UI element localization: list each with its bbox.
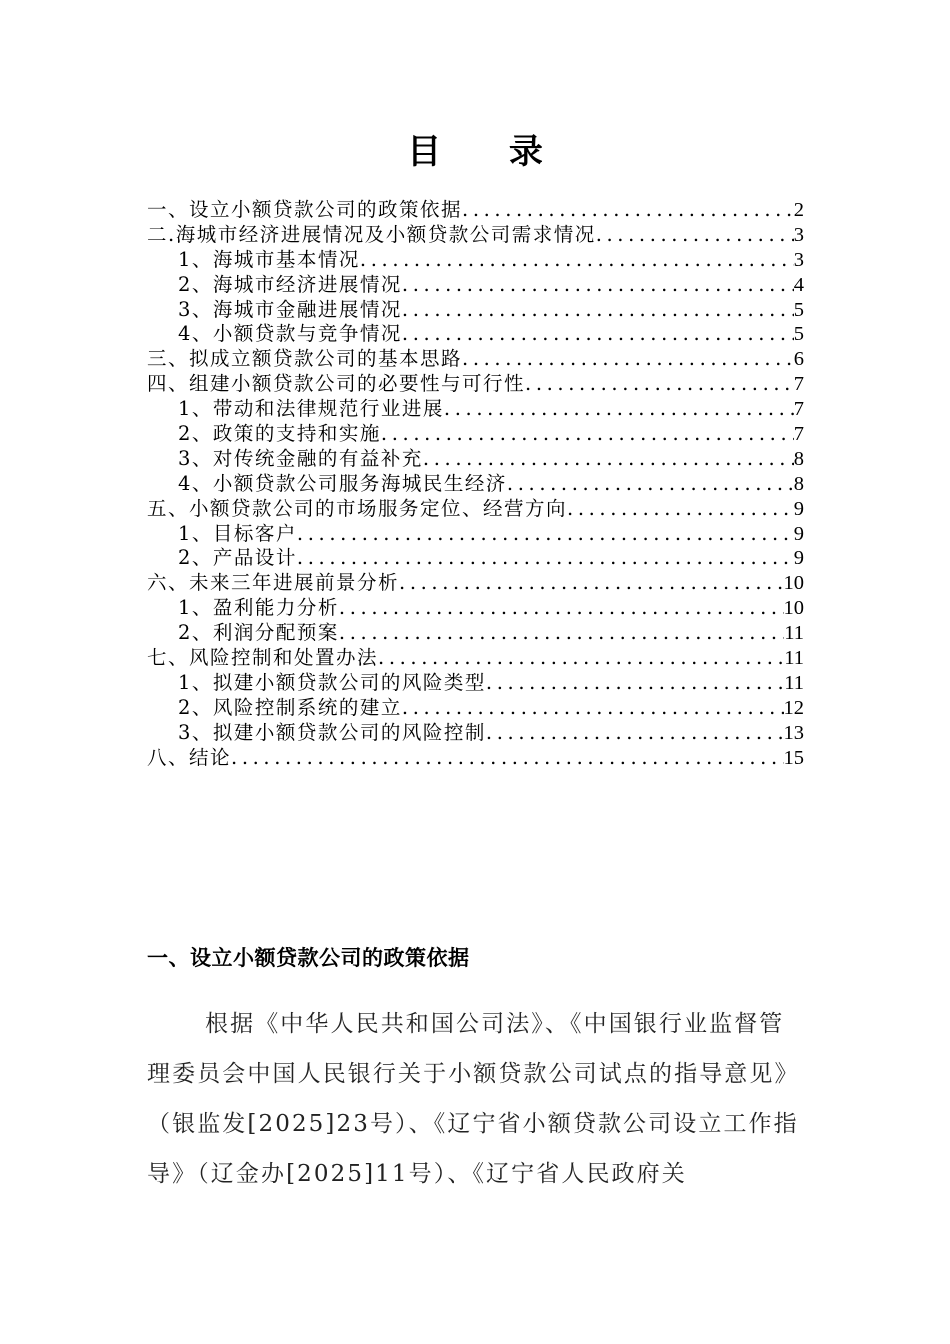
toc-entry[interactable] [147, 223, 804, 248]
toc-entry-text: 六、未来三年进展前景分析 [147, 571, 400, 595]
toc-page-number: 7 [793, 373, 804, 396]
toc-dot-leader [462, 347, 794, 372]
toc-entry-text: 1、带动和法律规范行业进展 [178, 397, 444, 421]
toc-dot-leader [297, 546, 794, 571]
toc-dot-leader [381, 422, 794, 447]
toc-page-number: 4 [793, 273, 804, 296]
toc-dot-leader [525, 372, 794, 397]
toc-dot-leader [297, 522, 794, 547]
toc-dot-leader [402, 696, 784, 721]
toc-entry-text: 3、海城市金融进展情况 [178, 297, 402, 321]
toc-page-number: 12 [783, 696, 804, 719]
toc-dot-leader [339, 621, 784, 646]
toc-entry-text: 二.海城市经济进展情况及小额贷款公司需求情况 [147, 222, 596, 246]
toc-entry-text: 1、盈利能力分析 [178, 596, 339, 620]
toc-entry-text: 四、组建小额贷款公司的必要性与可行性 [147, 372, 526, 396]
toc-entry[interactable] [147, 397, 804, 422]
section-heading: 一、设立小额贷款公司的政策依据 [147, 946, 470, 970]
toc-dot-leader [423, 447, 794, 472]
toc-entry[interactable] [147, 248, 804, 273]
toc-entry-text: 3、拟建小额贷款公司的风险控制 [178, 720, 486, 744]
toc-entry-text: 3、对传统金融的有益补充 [178, 446, 423, 470]
toc-page-number: 8 [793, 447, 804, 470]
toc-entry[interactable] [147, 746, 804, 771]
toc-entry-text: 七、风险控制和处置办法 [147, 646, 379, 670]
toc-entry[interactable] [147, 546, 804, 571]
toc-entry-text: 2、海城市经济进展情况 [178, 272, 402, 296]
toc-entry-text: 2、利润分配预案 [178, 621, 339, 645]
toc-dot-leader [402, 298, 794, 323]
toc-page-number: 15 [783, 746, 804, 769]
table-of-contents [147, 198, 804, 770]
toc-entry-text: 五、小额贷款公司的市场服务定位、经营方向 [147, 496, 568, 520]
toc-page-number: 2 [793, 198, 804, 221]
toc-entry-text: 4、小额贷款与竞争情况 [178, 322, 402, 346]
toc-entry-text: 2、产品设计 [178, 546, 297, 570]
toc-entry-text: 1、拟建小额贷款公司的风险类型 [178, 670, 486, 694]
toc-page-number: 5 [793, 323, 804, 346]
toc-page-number: 3 [793, 248, 804, 271]
toc-entry[interactable] [147, 273, 804, 298]
toc-entry-text: 2、政策的支持和实施 [178, 422, 381, 445]
toc-entry[interactable] [147, 372, 804, 397]
toc-page-number: 6 [793, 348, 804, 371]
toc-dot-leader [596, 223, 794, 248]
toc-entry-text: 一、设立小额贷款公司的政策依据 [147, 197, 463, 221]
toc-dot-leader [567, 497, 794, 522]
toc-dot-leader [507, 472, 794, 497]
toc-dot-leader [231, 746, 783, 771]
toc-dot-leader [378, 646, 784, 671]
toc-dot-leader [339, 596, 784, 621]
toc-page-number: 11 [784, 647, 804, 670]
toc-dot-leader [486, 721, 784, 746]
toc-entry[interactable] [147, 347, 804, 372]
toc-entry[interactable] [147, 646, 804, 671]
toc-entry[interactable] [147, 447, 804, 472]
toc-page-number: 7 [793, 423, 804, 445]
toc-page-number: 10 [783, 597, 804, 620]
toc-entry-text: 2、风险控制系统的建立 [178, 695, 402, 719]
toc-entry[interactable] [147, 596, 804, 621]
toc-title: 目 录 [407, 132, 571, 172]
toc-entry[interactable] [147, 571, 804, 596]
toc-entry[interactable] [147, 721, 804, 746]
paragraph-text: 根据《中华人民共和国公司法》、《中国银行业监督管理委员会中国人民银行关于小额贷款公司试点的指导意见》（银监发[2025]23号）、《辽宁省小额贷款公司设立工作指导》（辽金办[2025]11号）、《辽宁省人民政府关 [147, 1011, 800, 1187]
toc-entry-text: 三、拟成立额贷款公司的基本思路 [147, 347, 463, 371]
toc-page-number: 13 [783, 721, 804, 744]
toc-page-number: 8 [793, 472, 804, 495]
toc-entry[interactable] [147, 497, 804, 522]
toc-page-number: 5 [793, 298, 804, 321]
toc-page-number: 11 [784, 622, 804, 645]
toc-page-number: 9 [793, 497, 804, 520]
toc-entry[interactable] [147, 621, 804, 646]
toc-entry[interactable] [147, 696, 804, 721]
toc-entry[interactable] [147, 298, 804, 323]
toc-dot-leader [486, 671, 784, 696]
toc-page-number: 10 [783, 572, 804, 595]
toc-page-number: 9 [793, 547, 804, 570]
toc-dot-leader [444, 397, 794, 422]
toc-entry[interactable] [147, 322, 804, 347]
toc-dot-leader [360, 248, 794, 273]
toc-entry[interactable] [147, 472, 804, 497]
toc-entry[interactable] [147, 522, 804, 547]
toc-entry-text: 八、结论 [147, 745, 232, 769]
toc-dot-leader [462, 198, 794, 223]
toc-page-number: 3 [793, 223, 804, 246]
toc-entry[interactable] [147, 671, 804, 696]
toc-entry[interactable] [147, 422, 804, 447]
toc-dot-leader [402, 273, 794, 298]
toc-dot-leader [402, 322, 794, 347]
toc-entry-text: 1、目标客户 [178, 521, 297, 545]
toc-page-number: 11 [784, 671, 804, 694]
body-paragraph [147, 999, 804, 1199]
toc-entry-text: 4、小额贷款公司服务海城民生经济 [178, 471, 507, 495]
toc-entry-text: 1、海城市基本情况 [178, 247, 360, 271]
toc-page-number: 9 [793, 522, 804, 545]
toc-dot-leader [399, 571, 783, 596]
toc-entry[interactable] [147, 198, 804, 223]
toc-page-number: 7 [793, 398, 804, 421]
